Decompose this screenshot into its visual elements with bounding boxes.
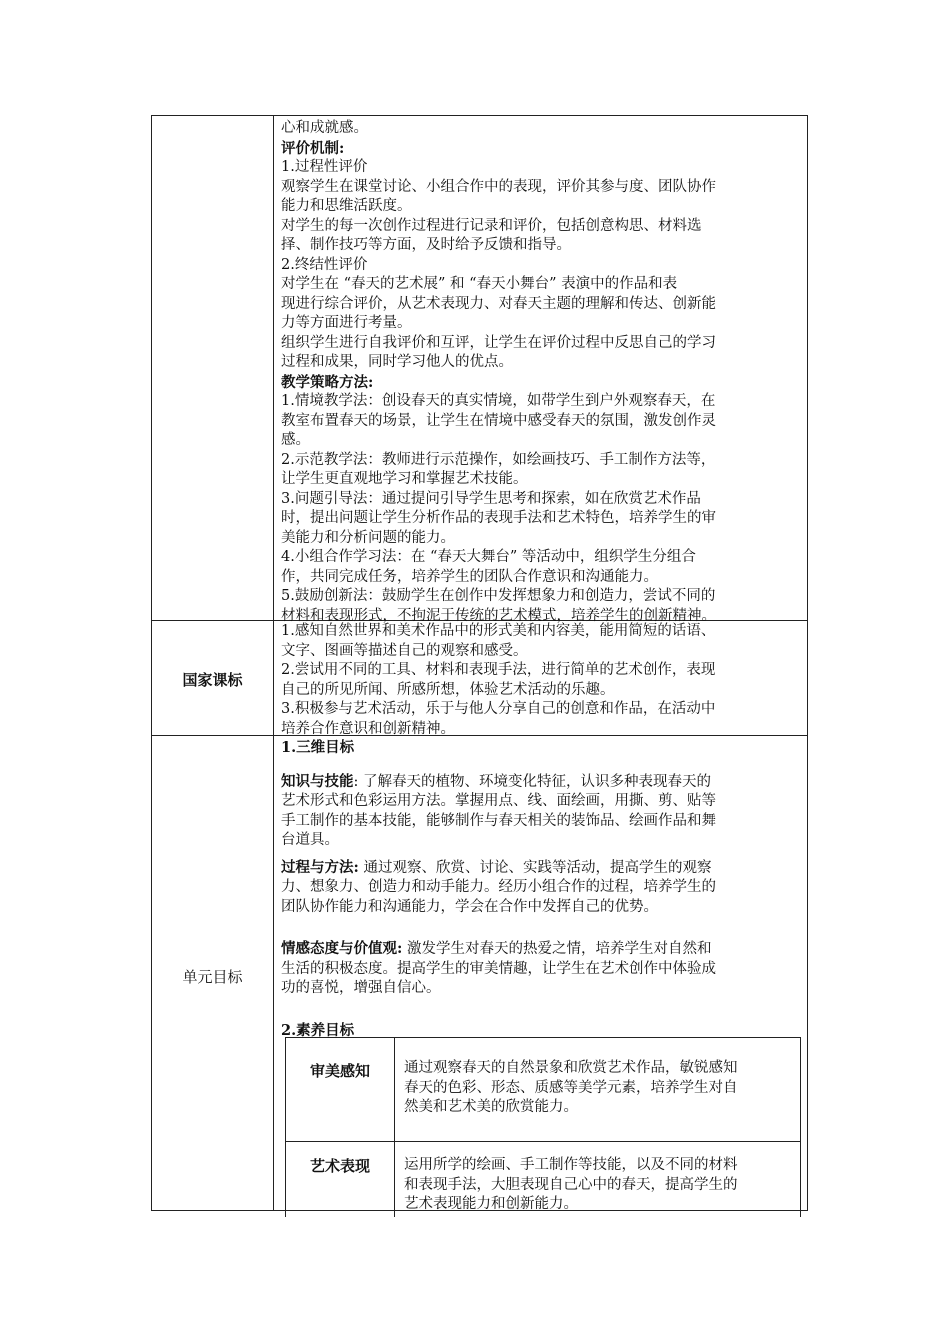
- text-line: 教室布置春天的场景，让学生在情境中感受春天的氛围，激发创作灵: [281, 412, 716, 429]
- text-line: 2.终结性评价: [281, 256, 368, 273]
- text-line: 1.感知自然世界和美术作品中的形式美和内容美，能用简短的话语、: [281, 623, 716, 639]
- inner-column-divider: [394, 1038, 395, 1217]
- artistic-expression-label: 艺术表现: [309, 1157, 370, 1175]
- text-line: 择、制作技巧等方面，及时给予反馈和指导。: [281, 237, 571, 253]
- evaluation-mechanism-heading: 评价机制:: [281, 139, 345, 157]
- national-standard-label: 国家课标: [182, 671, 243, 689]
- text-line: 3.问题引导法：通过提问引导学生思考和探索，如在欣赏艺术作品: [281, 490, 701, 507]
- text-line: 培养合作意识和创新精神。: [281, 720, 455, 737]
- text-line: 团队协作能力和沟通能力，学会在合作中发挥自己的优势。: [281, 898, 658, 915]
- aesthetic-perception-text: 通过观察春天的自然景象和欣赏艺术作品，敏锐感知 春天的色彩、形态、质感等美学元素，培养学生对自 然美和艺术美的欣赏能力。: [404, 1060, 738, 1115]
- text-line: 让学生更直观地学习和掌握艺术技能。: [281, 471, 528, 487]
- text-line: 文字、图画等描述自己的观察和感受。: [281, 642, 528, 659]
- text-line: 手工制作的基本技能，能够制作与春天相关的装饰品、绘画作品和舞: [281, 812, 716, 829]
- text-line: 能力和思维活跃度。: [281, 198, 412, 214]
- text-line: 艺术形式和色彩运用方法。掌握用点、线、面绘画，用撕、剪、贴等: [281, 793, 716, 809]
- text-line: 对学生在 “春天的艺术展” 和 “春天小舞台” 表演中的作品和表: [281, 276, 678, 292]
- text-line: 作，共同完成任务，培养学生的团队合作意识和沟通能力。: [281, 568, 658, 585]
- text-line: 心和成就感。: [281, 120, 368, 136]
- text-line: 台道具。: [281, 832, 339, 848]
- aesthetic-perception-label: 审美感知: [309, 1062, 370, 1080]
- knowledge-paragraph: 知识与技能: 了解春天的植物、环境变化特征，认识多种表现春天的: [281, 772, 711, 790]
- knowledge-label: 知识与技能: [281, 772, 354, 790]
- national-standard-cell: [281, 622, 801, 739]
- text-line: 1.过程性评价: [281, 159, 368, 175]
- text-line: 美能力和分析问题的能力。: [281, 529, 455, 546]
- text-line: 4.小组合作学习法：在 “春天大舞台” 等活动中，组织学生分组合: [281, 549, 696, 565]
- three-dimension-heading: 1.三维目标: [281, 739, 355, 756]
- text-line: 现进行综合评价，从艺术表现力、对春天主题的理解和传达、创新能: [281, 295, 716, 312]
- process-label: 过程与方法:: [281, 858, 359, 876]
- text-line: 观察学生在课堂讨论、小组合作中的表现，评价其参与度、团队协作: [281, 178, 716, 195]
- curriculum-table: [151, 115, 808, 1211]
- text-line: 5.鼓励创新法：鼓励学生在创作中发挥想象力和创造力，尝试不同的: [281, 588, 716, 604]
- teaching-strategy-heading: 教学策略方法:: [281, 373, 374, 391]
- text-line: 自己的所见所闻、所感所想，体验艺术活动的乐趣。: [281, 681, 615, 698]
- text-line: 生活的积极态度。提高学生的审美情趣，让学生在艺术创作中体验成: [281, 960, 716, 977]
- column-divider: [273, 116, 274, 1210]
- text-line: 组织学生进行自我评价和互评，让学生在评价过程中反思自己的学习: [281, 334, 716, 351]
- unit-objectives-cell: [281, 738, 801, 1040]
- text-line: 功的喜悦，增强自信心。: [281, 980, 441, 996]
- literacy-heading: 2.素养目标: [281, 1021, 355, 1039]
- text-line: 1.情境教学法：创设春天的真实情境，如带学生到户外观察春天，在: [281, 393, 716, 409]
- emotion-label: 情感态度与价值观:: [281, 940, 403, 957]
- evaluation-strategy-cell: [281, 119, 801, 626]
- text-line: 对学生的每一次创作过程进行记录和评价，包括创意构思、材料选: [281, 217, 702, 234]
- text-line: 力、想象力、创造力和动手能力。经历小组合作的过程，培养学生的: [281, 879, 716, 895]
- artistic-expression-text: 运用所学的绘画、手工制作等技能，以及不同的材料 和表现手法，大胆表现自己心中的春天，提高学生的 艺术表现能力和创新能力。: [404, 1157, 738, 1212]
- text-line: 感。: [281, 432, 310, 448]
- text-line: 3.积极参与艺术活动，乐于与他人分享自己的创意和作品，在活动中: [281, 701, 716, 717]
- text-line: 时，提出问题让学生分析作品的表现手法和艺术特色，培养学生的审: [281, 510, 716, 526]
- text-line: 材料和表现形式，不拘泥于传统的艺术模式，培养学生的创新精神。: [281, 607, 716, 624]
- text-line: 2.示范教学法：教师进行示范操作，如绘画技巧、手工制作方法等，: [281, 451, 716, 468]
- text-line: 过程和成果，同时学习他人的优点。: [281, 354, 513, 370]
- process-paragraph: 过程与方法: 通过观察、欣赏、讨论、实践等活动，提高学生的观察: [281, 858, 712, 876]
- literacy-table: [285, 1037, 801, 1217]
- text-line: 力等方面进行考量。: [281, 315, 412, 331]
- text-line: 2.尝试用不同的工具、材料和表现手法，进行简单的艺术创作，表现: [281, 662, 716, 678]
- inner-row-divider: [286, 1141, 800, 1142]
- unit-objectives-label: 单元目标: [182, 968, 243, 986]
- emotion-paragraph: 情感态度与价值观: 激发学生对春天的热爱之情，培养学生对自然和: [281, 940, 712, 957]
